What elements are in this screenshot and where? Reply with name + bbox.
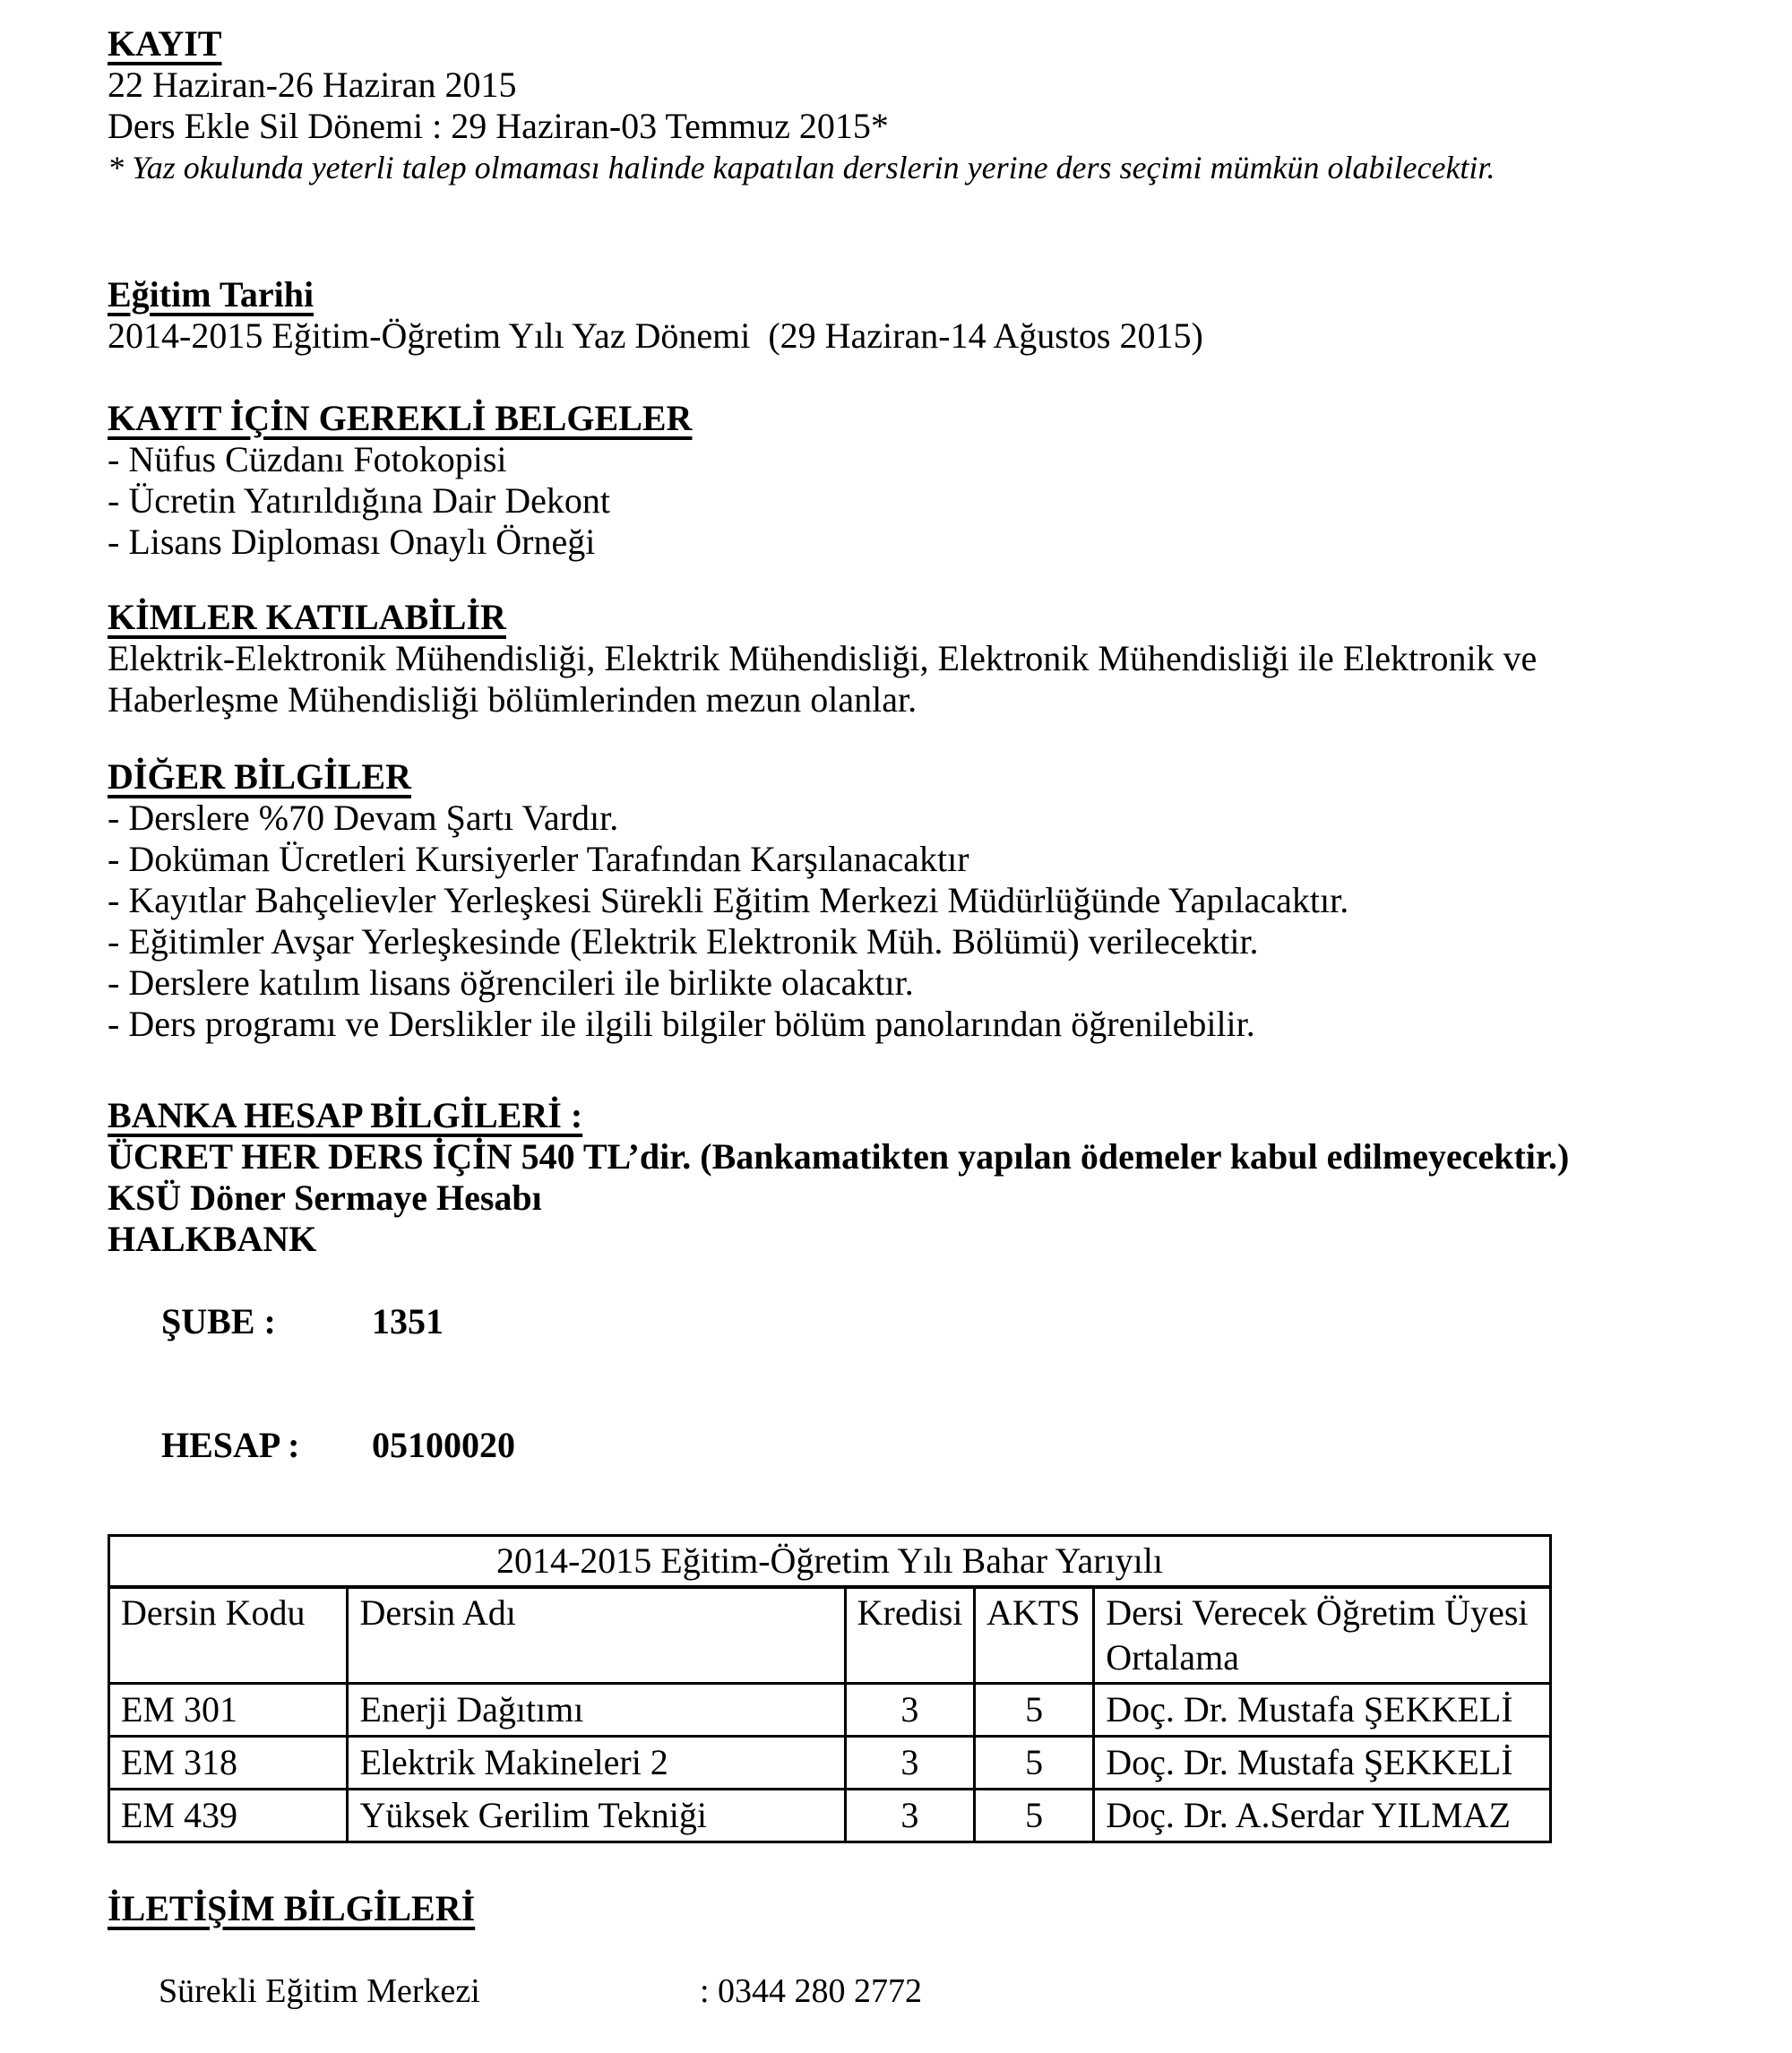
list-item: - Nüfus Cüzdanı Fotokopisi: [108, 439, 507, 479]
list-item: - Kayıtlar Bahçelievler Yerleşkesi Sürekli Eğitim Merkezi Müdürlüğünde Yapılacaktır.: [108, 880, 1349, 920]
kayit-dates: 22 Haziran-26 Haziran 2015: [108, 65, 517, 105]
table-row: [109, 1737, 1551, 1790]
contact-phone: : 0344 280 2772: [700, 1972, 923, 2010]
table-header-row: [109, 1587, 1551, 1684]
diger-bilgiler-heading: DİĞER BİLGİLER: [108, 756, 411, 797]
list-item: - Doküman Ücretleri Kursiyerler Tarafından Karşılanacaktır: [108, 839, 969, 879]
hesap-value: 05100020: [372, 1425, 515, 1465]
section-iletisim: [108, 1888, 1684, 2053]
cell-instructor: Doç. Dr. Mustafa ŞEKKELİ: [1094, 1737, 1551, 1790]
banka-hesap-row: [108, 1384, 1684, 1507]
kayit-heading: KAYIT: [108, 23, 222, 64]
list-item: - Ücretin Yatırıldığına Dair Dekont: [108, 480, 610, 521]
cell-akts: 5: [974, 1684, 1093, 1737]
cell-credit: 3: [845, 1737, 974, 1790]
kayit-footnote: * Yaz okulunda yeterli talep olmaması halinde kapatılan derslerin yerine ders seçimi mümkün olabilecektir.: [108, 150, 1495, 185]
banka-hesap-heading: BANKA HESAP BİLGİLERİ :: [108, 1095, 583, 1135]
list-item: - Derslere katılım lisans öğrencileri ile birlikte olacaktır.: [108, 962, 914, 1003]
kimler-katilabilir-text: Elektrik-Elektronik Mühendisliği, Elektrik Mühendisliği, Elektronik Mühendisliği ile Elektronik ve Haberleşme Mühendisliği bölümlerinden mezun olanlar.: [108, 638, 1546, 720]
cell-course-code: EM 318: [109, 1737, 348, 1790]
cell-course-code: EM 439: [109, 1790, 348, 1842]
column-header-ogretim-uyesi-line1: Dersi Verecek Öğretim Üyesi: [1106, 1592, 1529, 1633]
banka-ucret-line: ÜCRET HER DERS İÇİN 540 TL’dir. (Bankamatikten yapılan ödemeler kabul edilmeyecektir.): [108, 1136, 1570, 1177]
egitim-tarihi-line: 2014-2015 Eğitim-Öğretim Yılı Yaz Dönemi (29 Haziran-14 Ağustos 2015): [108, 315, 1203, 356]
cell-course-code: EM 301: [109, 1684, 348, 1737]
contact-row: [108, 1929, 1684, 2053]
contact-label: Sürekli Eğitim Merkezi: [159, 1972, 480, 2010]
column-header-dersin-kodu: Dersin Kodu: [109, 1587, 348, 1684]
cell-course-name: Elektrik Makineleri 2: [348, 1737, 845, 1790]
cell-instructor: Doç. Dr. Mustafa ŞEKKELİ: [1094, 1684, 1551, 1737]
kayit-add-drop-period: Ders Ekle Sil Dönemi : 29 Haziran-03 Temmuz 2015*: [108, 106, 889, 146]
course-table: [108, 1534, 1552, 1843]
list-item: - Derslere %70 Devam Şartı Vardır.: [108, 798, 619, 838]
gerekli-belgeler-heading: KAYIT İÇİN GEREKLİ BELGELER: [108, 398, 693, 438]
section-gerekli-belgeler: [108, 398, 1684, 563]
table-row: [109, 1790, 1551, 1842]
hesap-label: HESAP :: [161, 1425, 300, 1465]
list-item: - Eğitimler Avşar Yerleşkesinde (Elektrik Elektronik Müh. Bölümü) verilecektir.: [108, 921, 1259, 962]
cell-akts: 5: [974, 1737, 1093, 1790]
banka-adi: HALKBANK: [108, 1219, 317, 1259]
table-title-row: [109, 1536, 1551, 1588]
section-banka-hesap: [108, 1095, 1684, 1507]
cell-course-name: Yüksek Gerilim Tekniği: [348, 1790, 845, 1842]
cell-course-name: Enerji Dağıtımı: [348, 1684, 845, 1737]
section-egitim-tarihi: [108, 274, 1684, 357]
table-row: [109, 1684, 1551, 1737]
column-header-ogretim-uyesi: [1094, 1587, 1551, 1684]
list-item: - Lisans Diploması Onaylı Örneği: [108, 522, 596, 562]
column-header-dersin-adi: Dersin Adı: [348, 1587, 845, 1684]
cell-instructor: Doç. Dr. A.Serdar YILMAZ: [1094, 1790, 1551, 1842]
egitim-tarihi-heading: Eğitim Tarihi: [108, 274, 314, 315]
section-kimler-katilabilir: [108, 597, 1684, 720]
section-kayit: [108, 23, 1684, 188]
list-item: - Ders programı ve Derslikler ile ilgili bilgiler bölüm panolarından öğrenilebilir.: [108, 1004, 1255, 1044]
cell-akts: 5: [974, 1790, 1093, 1842]
iletisim-heading: İLETİŞİM BİLGİLERİ: [108, 1888, 476, 1928]
section-diger-bilgiler: [108, 756, 1684, 1045]
sube-label: ŞUBE :: [161, 1301, 276, 1341]
cell-credit: 3: [845, 1684, 974, 1737]
column-header-akts: AKTS: [974, 1587, 1093, 1684]
kimler-katilabilir-heading: KİMLER KATILABİLİR: [108, 597, 506, 637]
column-header-kredisi: Kredisi: [845, 1587, 974, 1684]
column-header-ogretim-uyesi-line2: Ortalama: [1106, 1637, 1240, 1678]
table-title: 2014-2015 Eğitim-Öğretim Yılı Bahar Yarıyılı: [109, 1536, 1551, 1588]
sube-value: 1351: [372, 1301, 444, 1341]
banka-hesap-adi: KSÜ Döner Sermaye Hesabı: [108, 1177, 542, 1218]
cell-credit: 3: [845, 1790, 974, 1842]
banka-sube-row: [108, 1260, 1684, 1384]
